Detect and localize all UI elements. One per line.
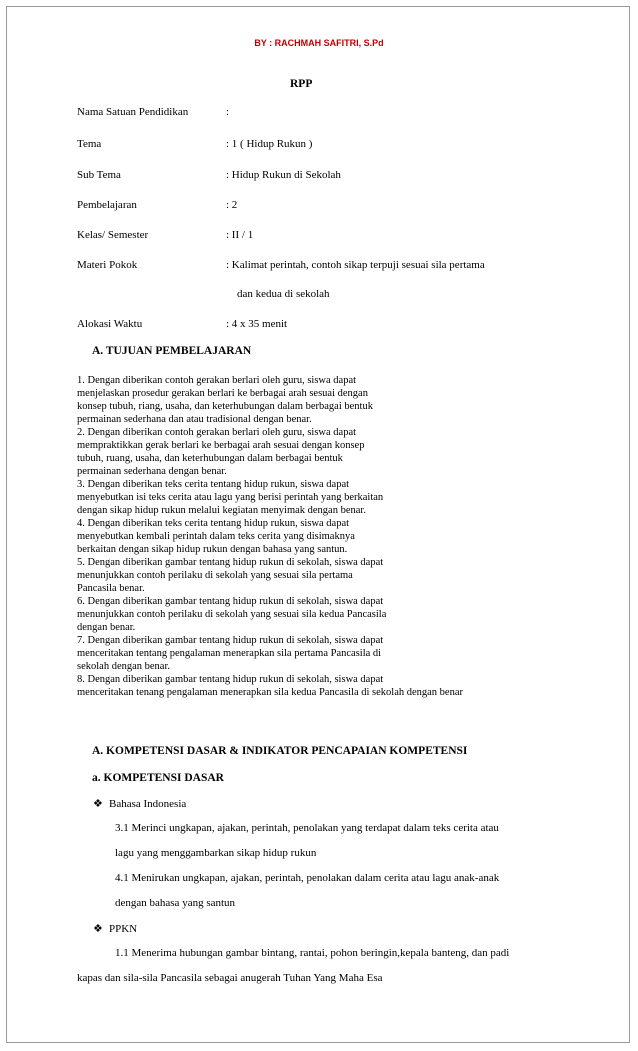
section-kompetensi-heading: A. KOMPETENSI DASAR & INDIKATOR PENCAPAIAN KOMPETENSI (92, 745, 468, 757)
diamond-bullet-icon: ❖ (93, 798, 103, 810)
objective-line: 1. Dengan diberikan contoh gerakan berlari oleh guru, siswa dapat (77, 375, 357, 386)
objective-line: 2. Dengan diberikan contoh gerakan berlari oleh guru, siswa dapat (77, 427, 357, 438)
objective-line: dengan benar. (77, 622, 136, 633)
section-tujuan-heading: A. TUJUAN PEMBELAJARAN (92, 345, 252, 357)
objective-line: sekolah dengan benar. (77, 661, 171, 672)
objective-line: 8. Dengan diberikan gambar tentang hidup rukun di sekolah, siswa dapat (77, 674, 384, 685)
competency-line: dengan bahasa yang santun (115, 897, 236, 909)
info-value: : 2 (226, 199, 238, 211)
objective-line: menjelaskan prosedur gerakan berlari ke berbagai arah sesuai dengan (77, 388, 368, 399)
objective-line: konsep tubuh, riang, usaha, dan keterhubungan dalam berbagai bentuk (77, 401, 373, 412)
ppkn-title: PPKN (109, 923, 138, 935)
diamond-bullet-icon: ❖ (93, 923, 103, 935)
info-value: : (226, 106, 230, 118)
objective-line: berkaitan dengan sikap hidup rukun dengan bahasa yang santun. (77, 544, 348, 555)
objective-line: menceritakan tentang pengalaman menerapkan sila pertama Pancasila di (77, 648, 382, 659)
objective-line: 6. Dengan diberikan gambar tentang hidup rukun di sekolah, siswa dapat (77, 596, 384, 607)
author-header: BY : RACHMAH SAFITRI, S.Pd (254, 38, 384, 48)
bahasa-indonesia-item (93, 797, 186, 810)
objective-line: mempraktikkan gerak berlari ke berbagai arah sesuai dengan konsep (77, 440, 365, 451)
ppkn-item (93, 922, 137, 935)
info-label: Kelas/ Semester (77, 229, 149, 241)
objective-line: permainan sederhana dan atau tradisional dengan benar. (77, 414, 312, 425)
info-label: Materi Pokok (77, 259, 138, 271)
bahasa-indonesia-title: Bahasa Indonesia (109, 798, 187, 810)
objective-line: 4. Dengan diberikan teks cerita tentang hidup rukun, siswa dapat (77, 518, 350, 529)
objective-line: menceritakan tenang pengalaman menerapkan sila kedua Pancasila di sekolah dengan benar (77, 687, 464, 698)
objectives-list (77, 374, 517, 699)
objective-line: tubuh, ruang, usaha, dan keterhubungan dalam berbagai bentuk (77, 453, 343, 464)
objective-line: dengan sikap hidup rukun melalui kegiatan menyimak dengan benar. (77, 505, 366, 516)
info-label: Alokasi Waktu (77, 318, 143, 330)
objective-line: 3. Dengan diberikan teks cerita tentang hidup rukun, siswa dapat (77, 479, 350, 490)
info-value: : II / 1 (226, 229, 254, 241)
competency-line: lagu yang menggambarkan sikap hidup rukun (115, 847, 317, 859)
objective-line: 7. Dengan diberikan gambar tentang hidup rukun di sekolah, siswa dapat (77, 635, 384, 646)
info-label: Sub Tema (77, 169, 121, 181)
competency-line: 4.1 Menirukan ungkapan, ajakan, perintah, penolakan dalam cerita atau lagu anak-anak (115, 872, 500, 884)
info-value: : 4 x 35 menit (226, 318, 288, 330)
info-value: : Hidup Rukun di Sekolah (226, 169, 341, 181)
info-label: Nama Satuan Pendidikan (77, 106, 189, 118)
objective-line: Pancasila benar. (77, 583, 145, 594)
document-title: RPP (290, 78, 313, 90)
info-label: Pembelajaran (77, 199, 137, 211)
info-value: : 1 ( Hidup Rukun ) (226, 138, 313, 150)
objective-line: menunjukkan contoh perilaku di sekolah yang sesuai sila kedua Pancasila (77, 609, 387, 620)
info-value: dan kedua di sekolah (237, 288, 330, 300)
objective-line: menyebutkan isi teks cerita atau lagu yang berisi perintah yang berkaitan (77, 492, 384, 503)
info-label: Tema (77, 138, 102, 150)
info-value: : Kalimat perintah, contoh sikap terpuji sesuai sila pertama (226, 259, 485, 271)
competency-line: kapas dan sila-sila Pancasila sebagai anugerah Tuhan Yang Maha Esa (77, 972, 383, 984)
objective-line: menunjukkan contoh perilaku di sekolah yang sesuai sila pertama (77, 570, 353, 581)
section-kompetensi-dasar-heading: a. KOMPETENSI DASAR (92, 772, 224, 784)
competency-line: 1.1 Menerima hubungan gambar bintang, rantai, pohon beringin,kepala banteng, dan padi (115, 947, 510, 959)
objective-line: menyebutkan kembali perintah dalam teks cerita yang disimaknya (77, 531, 355, 542)
objective-line: 5. Dengan diberikan gambar tentang hidup rukun di sekolah, siswa dapat (77, 557, 384, 568)
competency-line: 3.1 Merinci ungkapan, ajakan, perintah, penolakan yang terdapat dalam teks cerita atau (115, 822, 499, 834)
objective-line: permainan sederhana dengan benar. (77, 466, 227, 477)
